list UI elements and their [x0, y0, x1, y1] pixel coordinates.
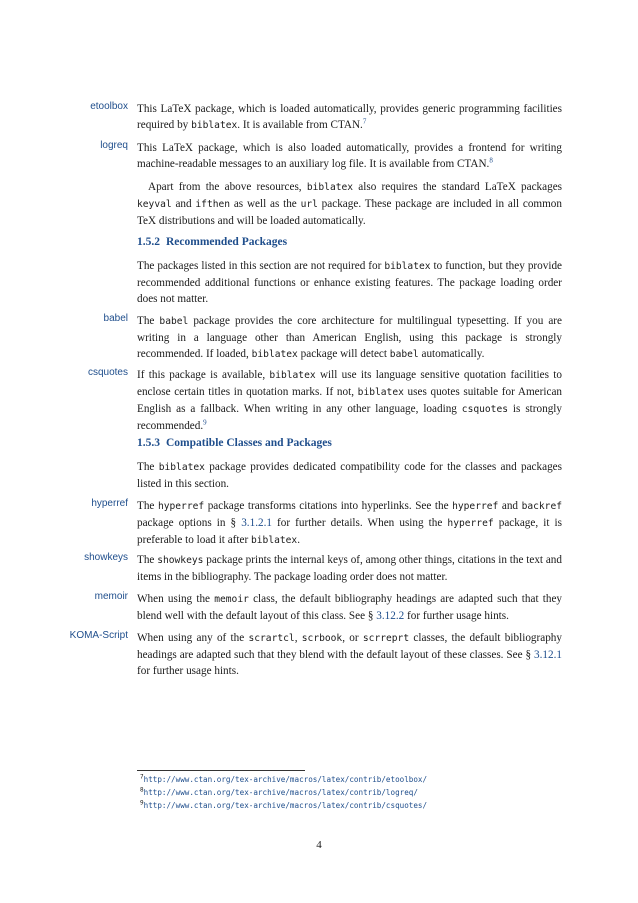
entry-text: This LaTeX package, which is loaded automatically, provides generic programming facilities required by biblatex. It is available from CTAN.$^7$	[137, 103, 562, 131]
margin-label: KOMA-Script	[69, 630, 128, 641]
paragraph-text: The packages listed in this section are not required for biblatex to function, but they provide recommended additional functions or enhance existing features. The package loading order does not matter.	[137, 260, 562, 305]
entry-text: When using any of the scrartcl, scrbook, or scrreprt classes, the default bibliography headings are adapted such that they blend with the default layout of these classes. See § 3.12.1 for further usage hints.	[137, 632, 562, 677]
entry-text: The babel package provides the core architecture for multilingual typesetting. If you are writing in a language other than American English, using this package is strongly recommended. If loaded, biblatex package will detect babel automatically.	[137, 315, 562, 360]
paragraph-text: The biblatex package provides dedicated compatibility code for the classes and packages listed in this section.	[137, 461, 562, 490]
footnote-7[interactable]: $^7$http://www.ctan.org/tex-archive/macros/latex/contrib/etoolbox/	[140, 773, 428, 784]
entry-text: The hyperref package transforms citations into hyperlinks. See the hyperref and backref package options in § 3.1.2.1 for further details. When using the hyperref package, it is preferable to load it after biblatex.	[137, 500, 562, 546]
footnote-rule	[137, 770, 305, 771]
page-number: 4	[316, 839, 322, 851]
paragraph-text: Apart from the above resources, biblatex also requires the standard LaTeX packages keyval and ifthen as well as the url package. These package are included in all common TeX distributions and will be loaded automatically.	[137, 181, 563, 227]
footnote-9[interactable]: $^9$http://www.ctan.org/tex-archive/macros/latex/contrib/csquotes/	[140, 799, 428, 810]
entry-text: When using the memoir class, the default bibliography headings are adapted such that they blend well with the default layout of this class. See § 3.12.2 for further usage hints.	[137, 593, 563, 622]
margin-label: babel	[103, 313, 128, 324]
entry-text: If this package is available, biblatex will use its language sensitive quotation facilities to enclose certain titles in quotation marks. If not, biblatex uses quotes suitable for American English as a fallback. When writing in any other language, loading csquotes is strongly recommended.$^9$	[137, 369, 563, 432]
footnote-ref[interactable]: 8	[489, 156, 493, 165]
footnote-ref[interactable]: 9	[203, 418, 207, 427]
margin-label: csquotes	[87, 367, 128, 378]
section-ref-link[interactable]: 3.12.2	[376, 610, 405, 622]
footnote-8[interactable]: $^8$http://www.ctan.org/tex-archive/macros/latex/contrib/logreq/	[140, 786, 418, 797]
margin-label: logreq	[100, 140, 128, 151]
section-heading-152: 1.5.2 Recommended Packages	[137, 236, 288, 248]
margin-label: showkeys	[84, 552, 128, 563]
section-ref-link[interactable]: 3.1.2.1	[241, 517, 272, 529]
footnote-ref[interactable]: 7	[362, 117, 367, 126]
margin-label: etoolbox	[90, 101, 128, 112]
section-ref-link[interactable]: 3.12.1	[534, 649, 562, 661]
entry-text: This LaTeX package, which is also loaded automatically, provides a frontend for writing machine-readable messages to an auxiliary log file. It is available from CTAN.$^8$	[137, 142, 562, 170]
margin-label: hyperref	[91, 498, 128, 509]
section-heading-153: 1.5.3 Compatible Classes and Packages	[137, 437, 332, 449]
margin-label: memoir	[94, 591, 128, 602]
entry-text: The showkeys package prints the internal keys of, among other things, citations in the text and items in the bibliography. The package loading order does not matter.	[137, 554, 562, 583]
